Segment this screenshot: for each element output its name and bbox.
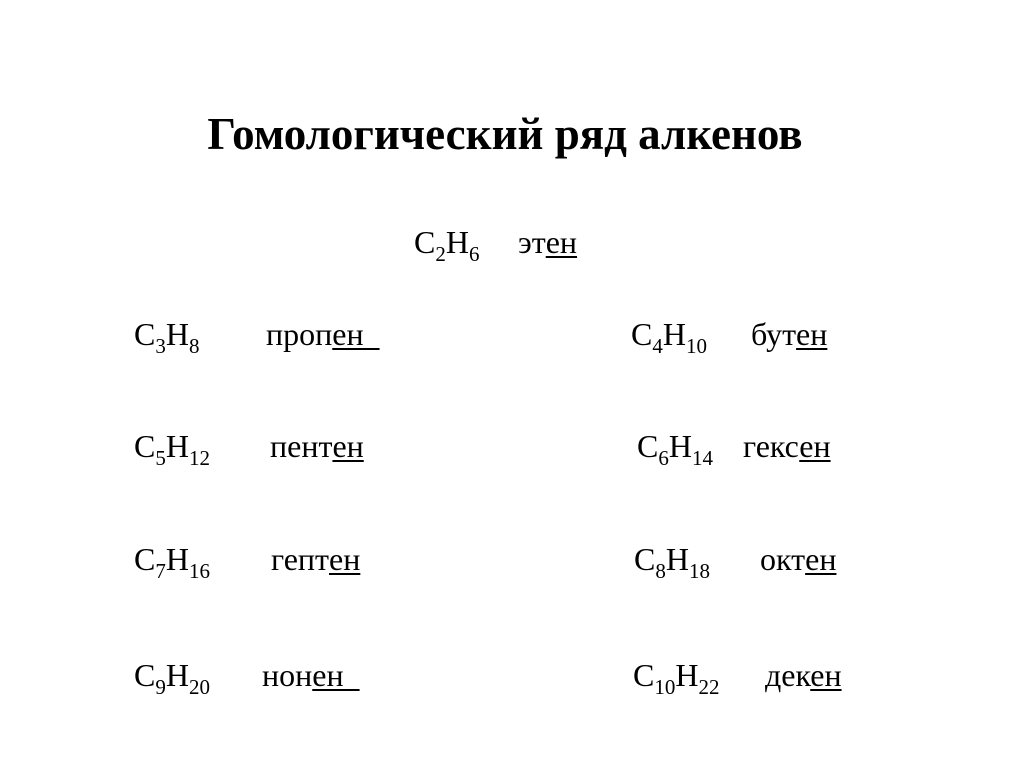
formula-nonene: $C_9H_{20}$ нонен [134,657,360,699]
formula-heptene: $C_7H_{16}$ гептен [134,541,361,583]
name-octene: октен [760,541,837,577]
formula-hexene: $C_6H_{14}$ гексен [637,428,831,470]
name-hexene: гексен [743,428,831,464]
formula-octene: $C_8H_{18}$ октен [634,541,837,583]
formula-c-ethene: $C_2H_6$ [414,224,480,266]
name-ethene: этен [518,224,578,260]
formula-butene: $C_4H_{10}$ бутен [631,316,828,358]
formula-propene: $C_3H_8$ пропен [134,316,380,358]
formula-ethene [414,224,578,266]
name-butene: бутен [751,316,828,352]
formula-pentene: $C_5H_{12}$ пентен [134,428,364,470]
formula-decene: $C_{10}H_{22}$ декен [633,657,842,699]
name-propene: пропен [266,316,380,352]
name-nonene: нонен [262,657,360,693]
name-heptene: гептен [271,541,361,577]
name-pentene: пентен [270,428,364,464]
name-decene: декен [765,657,842,693]
slide-title: Гомологический ряд алкенов [207,109,803,159]
